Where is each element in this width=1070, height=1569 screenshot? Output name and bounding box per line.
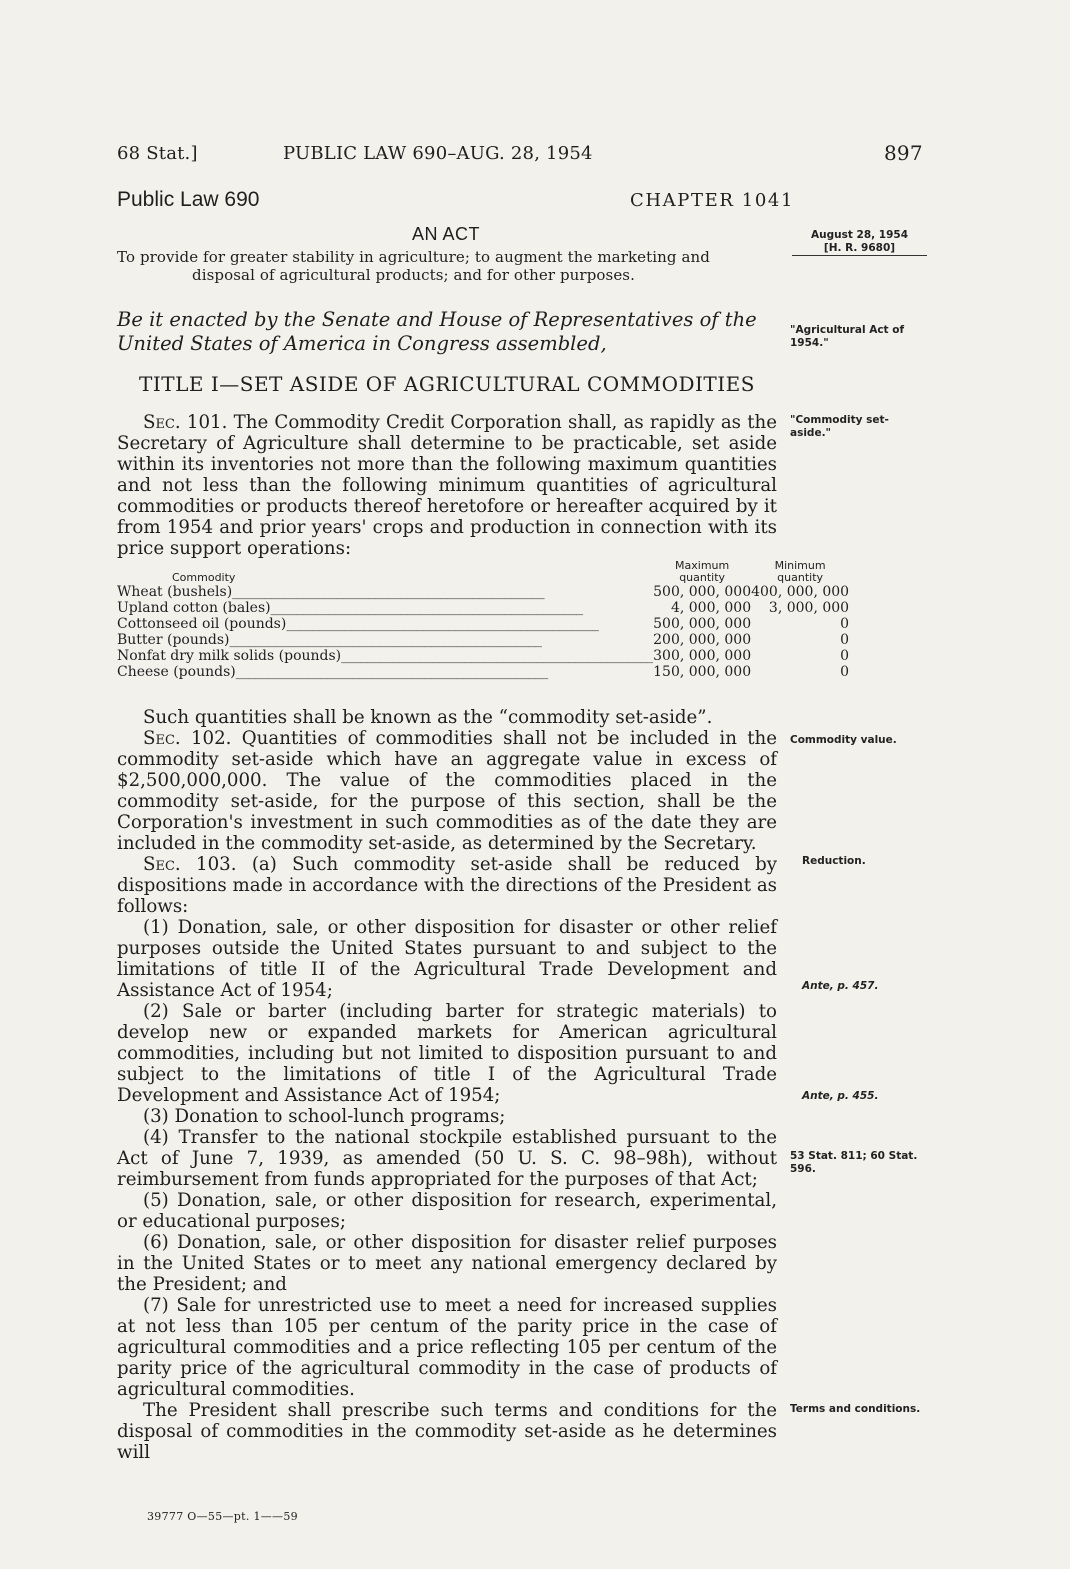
section-103-label: Sec. 103. [143, 854, 237, 875]
commodity-name: Cheese (pounds) [117, 664, 236, 680]
list-item: (6) Donation, sale, or other disposition for disaster relief purposes in the United States or to meet any national emergency declared by the President; and [117, 1232, 777, 1295]
closing-paragraph: The President shall prescribe such terms and conditions for the disposal of commodities in the commodity set-aside as he determines will [117, 1400, 777, 1463]
min-quantity: 0 [840, 616, 850, 632]
print-footer: 39777 O—55—pt. 1——59 [147, 1510, 298, 1523]
section-103 [117, 854, 777, 917]
min-quantity: 0 [840, 664, 850, 680]
col-min-header-line-1: Minimum [774, 559, 826, 572]
table-row: Nonfat dry milk solids (pounds)________________________________________________ 300, 000, 000 0 [117, 648, 850, 664]
section-101-text: The Commodity Credit Corporation shall, as rapidly as the Secretary of Agriculture shall determine to be practicable, set aside within its inventories not more than the following maximum quantities and not less than the following minimum quantities of agricultural commodities or products thereof heretofore or hereafter acquired by it from 1954 and prior years' crops and production in connection with its price support operations: [117, 412, 777, 559]
table-row: Cottonseed oil (pounds)________________________________________________ 500, 000, 000 0 [117, 616, 850, 632]
list-item: (7) Sale for unrestricted use to meet a need for increased supplies at not less than 105 per centum of the parity price in the case of agricultural commodities and a price reflecting 105 per centum of the parity price of the agricultural commodity in the case of products of agricultural commodities. [117, 1295, 777, 1400]
table-row: Cheese (pounds)________________________________________________ 150, 000, 000 0 [117, 664, 850, 680]
list-item: (1) Donation, sale, or other disposition for disaster or other relief purposes outside the United States pursuant to and subject to the limitations of title II of the Agricultural Trade Development and Assistance Act of 1954; [117, 917, 777, 1001]
section-101-label: Sec. 101. [143, 412, 228, 433]
chapter-label: CHAPTER 1041 [630, 190, 795, 211]
col-min-header-line-2: quantity [777, 571, 824, 584]
list-item: (2) Sale or barter (including barter for strategic materials) to develop new or expanded markets for American agricultural commodities, including but not limited to disposition pursuant to and subject to the limitations of title I of the Agricultural Trade Development and Assistance Act of 1954; [117, 1001, 777, 1106]
min-quantity: 0 [840, 648, 850, 664]
enacting-clause: Be it enacted by the Senate and House of Representatives of the United States of America in Congress assembled, [117, 308, 757, 355]
table-row: Upland cotton (bales)________________________________________________ 4, 000, 000 3, 000, 000 [117, 600, 850, 616]
title-heading: TITLE I—SET ASIDE OF AGRICULTURAL COMMODITIES [139, 372, 755, 396]
commodity-table [117, 559, 850, 680]
section-101 [117, 412, 777, 559]
commodity-name: Butter (pounds) [117, 632, 230, 648]
section-102-label: Sec. 102. [143, 728, 232, 749]
enactment-date: August 28, 1954 [811, 229, 908, 241]
commodity-name: Wheat (bushels) [117, 584, 233, 600]
commodity-name: Upland cotton (bales) [117, 600, 271, 616]
purpose-line-2: disposal of agricultural products; and for other purposes. [192, 266, 635, 284]
margin-note-date [792, 229, 927, 256]
max-quantity: 4, 000, 000 [670, 600, 752, 616]
col-max-header [653, 560, 751, 584]
col-max-header-line-2: quantity [679, 571, 726, 584]
col-max-header-line-1: Maximum [675, 559, 730, 572]
table-row: Wheat (bushels)________________________________________________ 500, 000, 000 400, 000, 000 [117, 584, 850, 600]
section-102-text: Quantities of commodities shall not be included in the commodity set-aside which have an aggregate value in excess of $2,500,000,000. The value of the commodities placed in the commodity set-aside, for the purpose of this section, shall be the Corporation's investment in such commodities as of the date they are included in the commodity set-aside, as determined by the Secretary. [117, 728, 777, 854]
margin-note-terms: Terms and conditions. [790, 1403, 921, 1415]
margin-note-ante-457: Ante, p. 457. [802, 980, 879, 992]
list-item: (5) Donation, sale, or other disposition for research, experimental, or educational purposes; [117, 1190, 777, 1232]
list-item: (4) Transfer to the national stockpile established pursuant to the Act of June 7, 1939, as amended (50 U. S. C. 98–98h), without reimbursement from funds appropriated for the purposes of that Act; [117, 1127, 777, 1190]
set-aside-definition: Such quantities shall be known as the “commodity set-aside”. [143, 707, 713, 728]
max-quantity: 200, 000, 000 [653, 632, 752, 648]
commodity-name: Nonfat dry milk solids (pounds) [117, 648, 342, 664]
page-number: 897 [884, 141, 923, 165]
col-min-header [751, 560, 849, 584]
min-quantity: 400, 000, 000 [751, 584, 850, 600]
max-quantity: 150, 000, 000 [653, 664, 752, 680]
table-row: Butter (pounds)________________________________________________ 200, 000, 000 0 [117, 632, 850, 648]
margin-note-commodity-value: Commodity value. [790, 734, 897, 746]
header-title: PUBLIC LAW 690–AUG. 28, 1954 [283, 143, 593, 164]
an-act-heading: AN ACT [412, 224, 481, 244]
main-text [117, 707, 777, 1463]
commodity-name: Cottonseed oil (pounds) [117, 616, 287, 632]
max-quantity: 500, 000, 000 [653, 584, 752, 600]
act-purpose [117, 248, 777, 284]
max-quantity: 300, 000, 000 [653, 648, 752, 664]
margin-note-reduction: Reduction. [802, 855, 866, 867]
public-law-label: Public Law 690 [117, 188, 260, 211]
margin-note-ante-455: Ante, p. 455. [802, 1090, 879, 1102]
col-commodity-header: Commodity [172, 571, 236, 584]
bill-number: [H. R. 9680] [792, 242, 927, 256]
margin-note-commodity-set-aside: "Commodity set-aside." [790, 414, 889, 439]
list-item: (3) Donation to school-lunch programs; [143, 1106, 506, 1127]
purpose-line-1: To provide for greater stability in agriculture; to augment the marketing and [117, 248, 710, 266]
min-quantity: 0 [840, 632, 850, 648]
margin-note-stat-ref: 53 Stat. 811; 60 Stat. 596. [790, 1150, 918, 1175]
section-102 [117, 728, 777, 854]
min-quantity: 3, 000, 000 [768, 600, 850, 616]
section-103-text: (a) Such commodity set-aside shall be reduced by dispositions made in accordance with the directions of the President as follows: [117, 854, 777, 917]
header-volume: 68 Stat.] [117, 143, 198, 164]
margin-note-short-title: "Agricultural Act of 1954." [790, 324, 905, 349]
max-quantity: 500, 000, 000 [653, 616, 752, 632]
